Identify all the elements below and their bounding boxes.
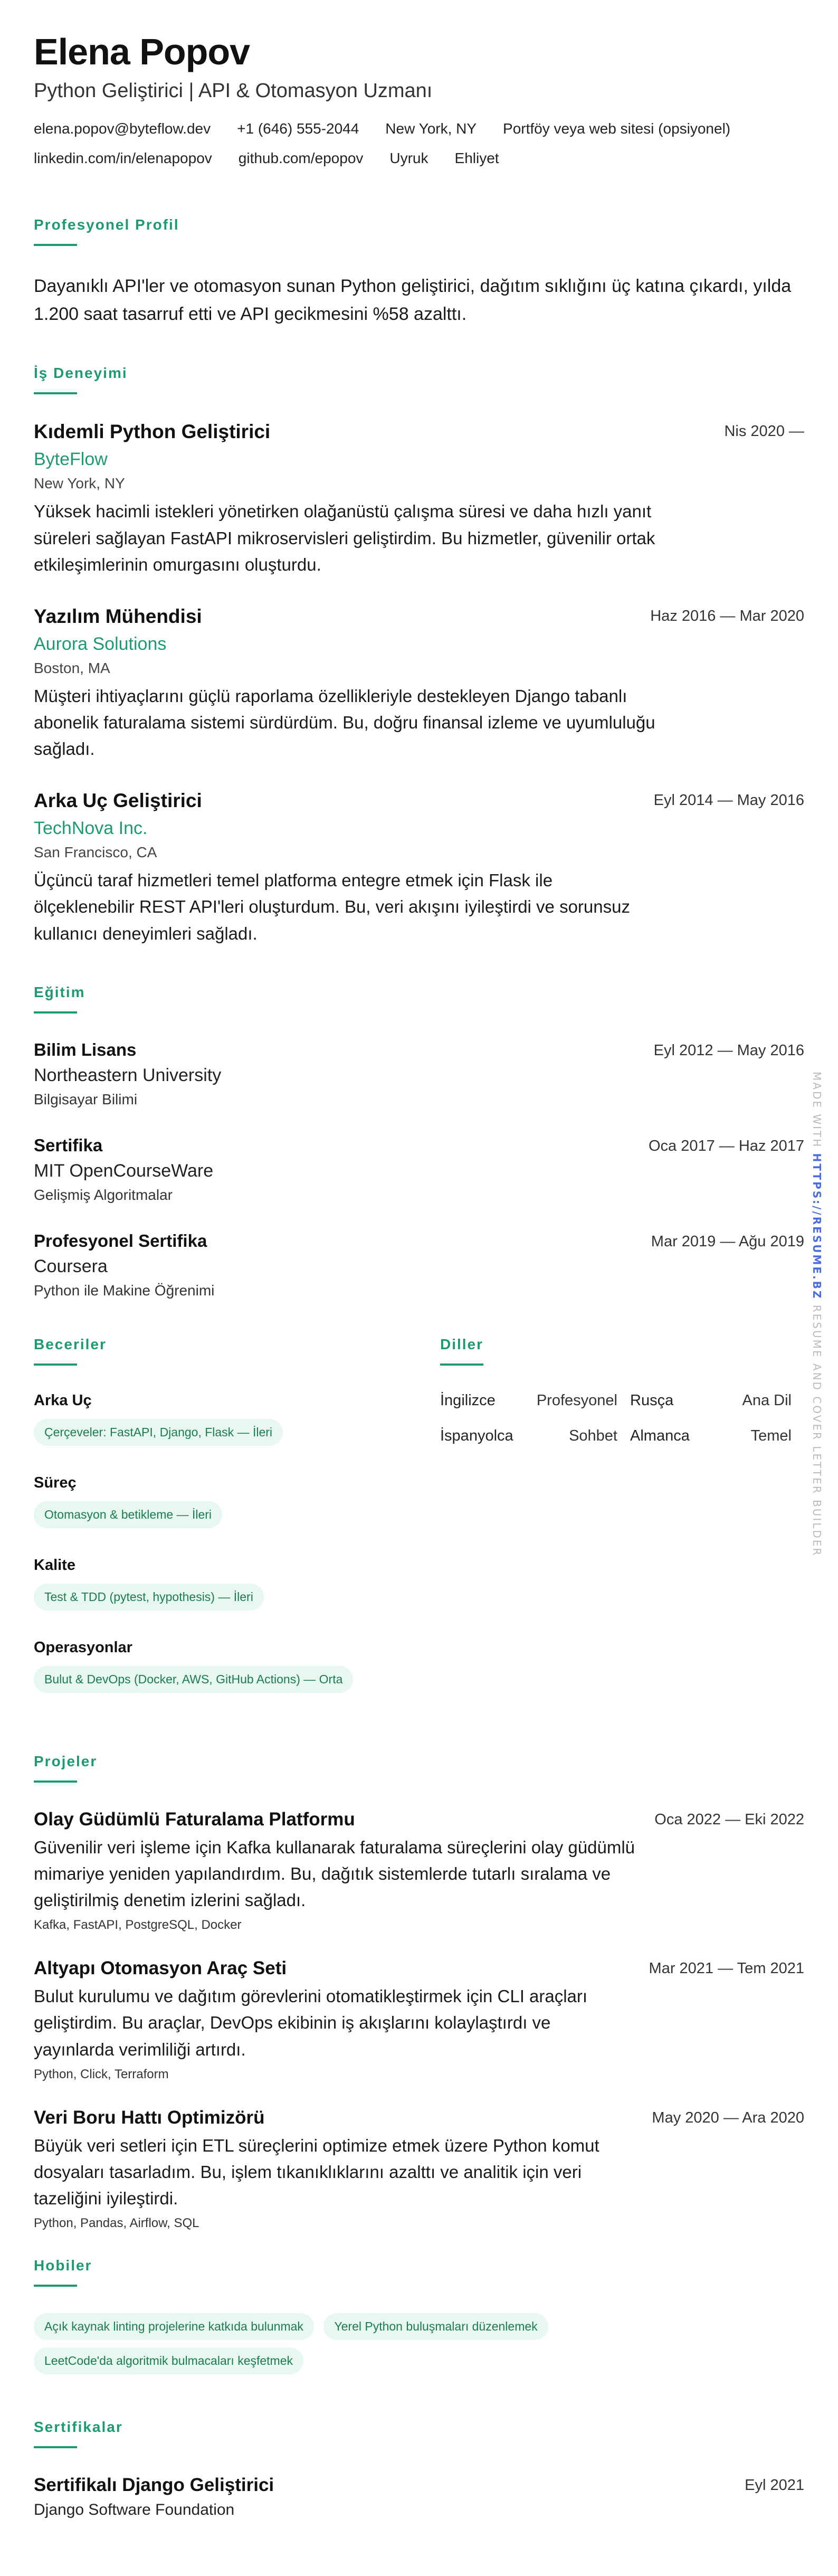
project-item — [34, 2107, 804, 2231]
education-date: Mar 2019 — Ağu 2019 — [651, 1233, 804, 1250]
section-title-skills: Beceriler — [34, 1336, 107, 1352]
section-divider — [34, 392, 77, 394]
contact-email[interactable]: elena.popov@byteflow.dev — [34, 120, 211, 137]
project-tech: Python, Click, Terraform — [34, 2067, 169, 2081]
skill-tag: Otomasyon & betikleme — İleri — [34, 1501, 222, 1528]
project-name: Olay Güdümlü Faturalama Platformu — [34, 1808, 355, 1830]
hobby-tag: LeetCode'da algoritmik bulmacaları keşfetmek — [34, 2347, 303, 2374]
experience-date: Eyl 2014 — May 2016 — [653, 792, 804, 809]
experience-company: ByteFlow — [34, 449, 108, 470]
education-field: Python ile Makine Öğrenimi — [34, 1282, 215, 1299]
certification-item — [34, 2475, 804, 2519]
experience-location: Boston, MA — [34, 659, 110, 676]
experience-description: Yüksek hacimli istekleri yönetirken olağanüstü çalışma süresi ve daha hızlı yanıt süreleri sağlayan FastAPI mikroservisleri geliştirdim. Bu hizmetler, güvenilir ortak etkileşimlerinin omurgasını oluşturdu. — [34, 501, 655, 574]
skill-group-name: Operasyonlar — [34, 1639, 132, 1656]
experience-section — [34, 365, 804, 946]
experience-item — [34, 790, 804, 946]
language-name: Rusça — [630, 1391, 674, 1409]
experience-item — [34, 605, 804, 762]
project-date: Oca 2022 — Eki 2022 — [654, 1811, 804, 1828]
candidate-headline: Python Geliştirici | API & Otomasyon Uzmanı — [34, 80, 433, 102]
hobby-tag: Yerel Python buluşmaları düzenlemek — [323, 2313, 548, 2340]
education-field: Gelişmiş Algoritmalar — [34, 1186, 173, 1203]
section-divider — [34, 1363, 77, 1366]
certification-date: Eyl 2021 — [745, 2477, 804, 2494]
section-divider — [34, 1011, 77, 1014]
experience-date: Haz 2016 — Mar 2020 — [650, 607, 804, 624]
skills-languages-row — [34, 1336, 804, 1721]
skill-group-name: Kalite — [34, 1556, 75, 1574]
skill-group-name: Arka Uç — [34, 1391, 92, 1409]
contact-row-2 — [34, 150, 804, 179]
resume-header — [34, 32, 804, 179]
project-item — [34, 1958, 804, 2081]
section-divider — [34, 1781, 77, 1783]
skill-tag: Bulut & DevOps (Docker, AWS, GitHub Actions) — Orta — [34, 1666, 353, 1693]
section-title-profile: Profesyonel Profil — [34, 216, 179, 233]
education-institution: Coursera — [34, 1256, 108, 1276]
education-field: Bilgisayar Bilimi — [34, 1091, 138, 1107]
project-tech: Python, Pandas, Airflow, SQL — [34, 2216, 199, 2231]
experience-location: San Francisco, CA — [34, 844, 157, 861]
education-item — [34, 1040, 804, 1108]
contact-row-1 — [34, 120, 804, 150]
profile-summary: Dayanıklı API'ler ve otomasyon sunan Python geliştirici, dağıtım sıklığını üç katına çıkardı, yılda 1.200 saat tasarruf etti ve API gecikmesini %58 azalttı. — [34, 276, 792, 324]
language-level: Sohbet — [569, 1427, 617, 1444]
language-name: İspanyolca — [440, 1427, 513, 1444]
experience-company: Aurora Solutions — [34, 633, 167, 654]
project-name: Veri Boru Hattı Optimizörü — [34, 2107, 265, 2128]
section-title-experience: İş Deneyimi — [34, 365, 128, 382]
education-date: Eyl 2012 — May 2016 — [653, 1041, 804, 1059]
skill-group-name: Süreç — [34, 1474, 77, 1491]
section-divider — [34, 2446, 77, 2448]
skill-group — [34, 1639, 440, 1700]
project-name: Altyapı Otomasyon Araç Seti — [34, 1958, 287, 1979]
experience-description: Üçüncü taraf hizmetleri temel platforma entegre etmek için Flask ile ölçeklenebilir REST API'leri oluşturdum. Bu, veri akışını iyileştirdi ve sorunsuz kullanıcı deneyimleri sağladı. — [34, 870, 630, 943]
education-degree: Sertifika — [34, 1135, 103, 1155]
certification-name: Sertifikalı Django Geliştirici — [34, 2475, 274, 2496]
profile-section — [34, 216, 804, 328]
project-description: Güvenilir veri işleme için Kafka kullanarak faturalama süreçlerini olay güdümlü mimariye yeniden yapılandırdım. Bu, dağıtık sistemlerde tutarlı sıralama ve geliştirilmiş denetim izlerini sağladı. — [34, 1837, 635, 1910]
contact-linkedin[interactable]: linkedin.com/in/elenapopov — [34, 150, 212, 166]
language-name: İngilizce — [440, 1391, 496, 1409]
education-date: Oca 2017 — Haz 2017 — [648, 1137, 804, 1154]
language-level: Ana Dil — [742, 1391, 792, 1409]
skill-group — [34, 1392, 440, 1453]
skill-tag: Test & TDD (pytest, hypothesis) — İleri — [34, 1584, 264, 1611]
skill-tag: Çerçeveler: FastAPI, Django, Flask — İleri — [34, 1419, 283, 1446]
experience-role: Kıdemli Python Geliştirici — [34, 421, 271, 443]
watermark-link[interactable]: HTTPS://RESUME.BZ — [811, 1153, 823, 1300]
project-date: Mar 2021 — Tem 2021 — [649, 1960, 804, 1977]
skills-section — [34, 1336, 440, 1721]
project-description: Bulut kurulumu ve dağıtım görevlerini otomatikleştirmek için CLI araçları geliştirdim. Bu araçlar, DevOps ekibinin iş akışlarını kolaylaştırdı ve yayınlarda verimliliği artırdı. — [34, 1986, 588, 2059]
language-level: Temel — [750, 1427, 792, 1444]
project-description: Büyük veri setleri için ETL süreçlerini optimize etmek üzere Python komut dosyaları tasarladım. Bu, işlem tıkanıklıklarını azalttı ve analitik için veri tazeliğini iyileştirdi. — [34, 2135, 599, 2209]
project-date: May 2020 — Ara 2020 — [652, 2109, 804, 2126]
contact-portfolio[interactable]: Portföy veya web sitesi (opsiyonel) — [503, 120, 731, 137]
education-institution: MIT OpenCourseWare — [34, 1160, 214, 1181]
experience-date: Nis 2020 — — [724, 423, 804, 440]
experience-location: New York, NY — [34, 475, 125, 492]
languages-section — [440, 1336, 804, 1721]
project-item — [34, 1809, 804, 1933]
section-title-projects: Projeler — [34, 1753, 98, 1769]
section-divider — [34, 2285, 77, 2287]
contact-nationality: Uyruk — [389, 150, 428, 166]
language-name: Almanca — [630, 1427, 690, 1444]
hobby-tags — [34, 2313, 804, 2382]
education-item — [34, 1135, 804, 1204]
certification-issuer: Django Software Foundation — [34, 2501, 235, 2519]
contact-github[interactable]: github.com/epopov — [238, 150, 364, 166]
builder-watermark — [811, 1072, 823, 1557]
section-title-education: Eğitim — [34, 983, 85, 1000]
experience-role: Arka Uç Geliştirici — [34, 790, 202, 812]
experience-company: TechNova Inc. — [34, 818, 148, 839]
contact-license: Ehliyet — [454, 150, 499, 166]
education-section — [34, 984, 804, 1299]
education-degree: Bilim Lisans — [34, 1039, 137, 1059]
section-title-languages: Diller — [440, 1336, 484, 1352]
experience-item — [34, 421, 804, 577]
section-divider — [440, 1363, 483, 1366]
hobbies-section — [34, 2257, 804, 2382]
projects-section — [34, 1753, 804, 2231]
watermark-prefix: MADE WITH — [811, 1072, 823, 1153]
education-institution: Northeastern University — [34, 1065, 222, 1085]
watermark-suffix: RESUME AND COVER LETTER BUILDER — [811, 1300, 823, 1557]
hobby-tag: Açık kaynak linting projelerine katkıda bulunmak — [34, 2313, 314, 2340]
education-degree: Profesyonel Sertifika — [34, 1230, 207, 1251]
section-title-hobbies: Hobiler — [34, 2257, 92, 2274]
languages-grid — [440, 1392, 804, 1445]
skill-group — [34, 1557, 440, 1618]
contact-phone[interactable]: +1 (646) 555-2044 — [237, 120, 359, 137]
experience-description: Müşteri ihtiyaçlarını güçlü raporlama özellikleriyle destekleyen Django tabanlı abonelik faturalama sistemi sürdürdüm. Bu, doğru finansal izleme ve uyumluluğu sağladı. — [34, 686, 655, 759]
experience-role: Yazılım Mühendisi — [34, 605, 202, 627]
section-divider — [34, 244, 77, 246]
skill-group — [34, 1474, 440, 1536]
project-tech: Kafka, FastAPI, PostgreSQL, Docker — [34, 1918, 242, 1933]
language-level: Profesyonel — [536, 1391, 617, 1409]
section-title-certifications: Sertifikalar — [34, 2419, 123, 2436]
contact-location: New York, NY — [385, 120, 477, 137]
education-item — [34, 1231, 804, 1299]
candidate-name: Elena Popov — [34, 31, 250, 72]
certifications-section — [34, 2419, 804, 2519]
